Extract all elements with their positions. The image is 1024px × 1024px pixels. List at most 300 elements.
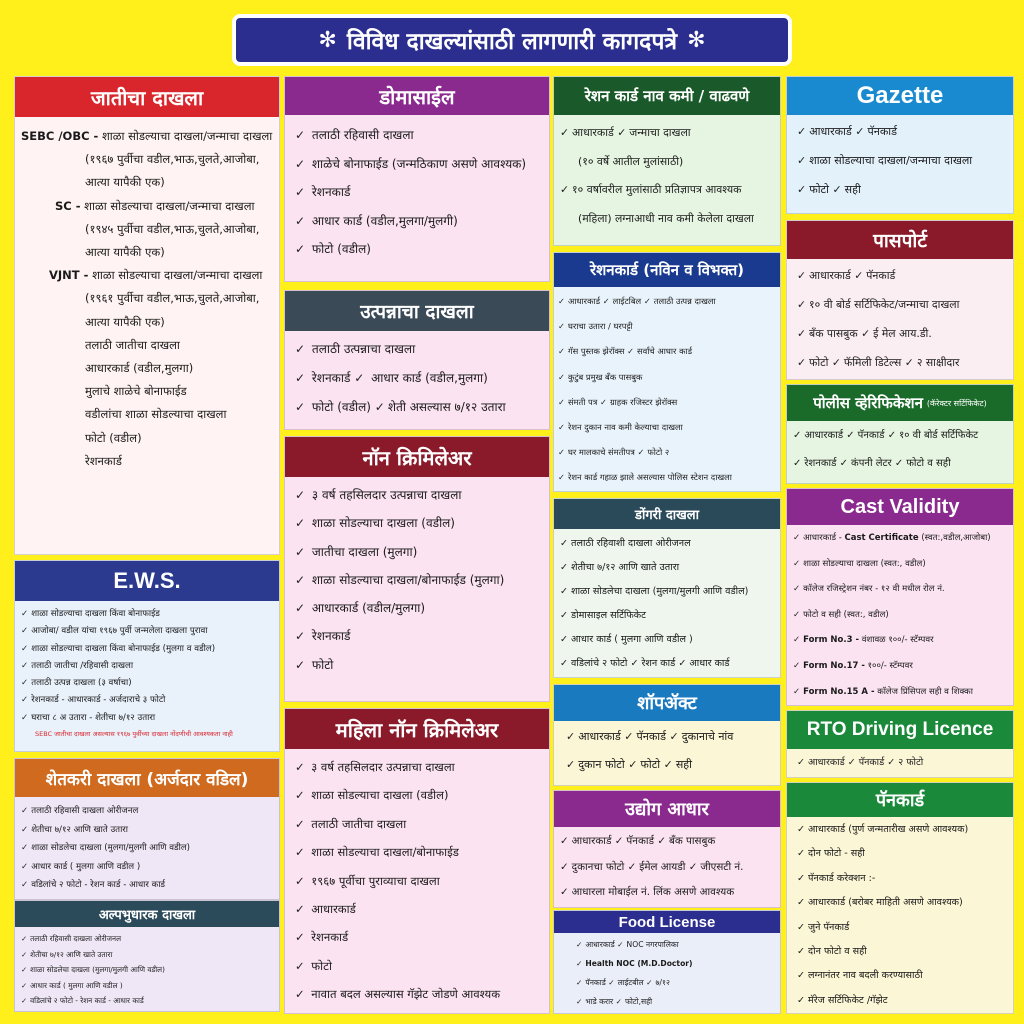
list-item: कॉलेज प्रिंसिपल सही व शिक्का — [877, 686, 973, 697]
list-item: Health NOC (M.D.Doctor) — [585, 959, 693, 968]
list-item: पॅनकार्ड — [585, 978, 606, 987]
list-item: शाळेचे बोनाफाईड (जन्मठिकाण असणे आवश्यक) — [311, 156, 527, 171]
list-item: तलाठी रहिवाशी दाखला ओरीजनल — [571, 538, 691, 549]
list-item: आधारला मोबाईल नं. लिंक असणे आवश्यक — [571, 886, 735, 898]
check-icon: ✓ — [295, 601, 306, 616]
ews-card — [14, 560, 280, 752]
list-item: जन्माचा दाखला — [629, 126, 691, 139]
check-icon: ✓ — [560, 886, 569, 898]
check-icon: ✓ — [797, 897, 806, 909]
check-icon: ✓ — [558, 422, 565, 433]
ews-note: SEBC जातीचा दाखला असल्यास १९६७ पुर्वीच्या दाखला नोंदणीची आवश्यकता नाही — [35, 730, 233, 739]
check-icon: ✓ — [560, 538, 569, 549]
list-item: लग्नानंतर नाव बदली करण्यासाठी — [808, 970, 923, 982]
check-icon: ✓ — [21, 980, 28, 990]
check-icon: ✓ — [295, 400, 306, 414]
list-item: तलाठी रहिवासी दाखला ओरीजनल — [31, 806, 139, 816]
list-item: आधारकार्ड — [578, 730, 621, 743]
check-icon: ✓ — [793, 558, 801, 569]
list-item: पॅनकार्ड — [636, 730, 667, 743]
check-icon: ✓ — [839, 458, 849, 469]
list-item: फोटो — [640, 758, 661, 771]
check-icon: ✓ — [637, 447, 645, 458]
card-title: शेतकरी दाखला (अर्जदार वडिल) — [15, 759, 279, 797]
list-item: शेतीचा ७/१२ आणि खाते उतारा — [30, 949, 113, 959]
check-icon: ✓ — [887, 430, 897, 441]
check-icon: ✓ — [797, 848, 806, 860]
check-icon: ✓ — [566, 730, 576, 743]
card-title: पासपोर्ट — [787, 221, 1013, 259]
card-title: महिला नॉन क्रिमिलेअर — [285, 709, 549, 749]
text-line: (१९६१ पुर्वीचा वडील,भाऊ,चुलते,आजोबा, — [85, 291, 260, 306]
list-item: तलाठी उत्पन्न दाखला (३ वर्षाचा) — [31, 678, 132, 689]
check-icon: ✓ — [295, 128, 306, 142]
card-subtitle: (कॅरेक्टर सर्टिफिकेट) — [926, 398, 987, 408]
list-item: जीएसटी नं. — [700, 860, 744, 873]
check-icon: ✓ — [295, 845, 305, 860]
check-icon: ✓ — [295, 873, 305, 888]
check-icon: ✓ — [21, 965, 28, 975]
check-icon: ✓ — [602, 296, 610, 306]
check-icon: ✓ — [797, 356, 807, 369]
check-icon: ✓ — [558, 396, 565, 407]
check-icon: ✓ — [627, 346, 635, 357]
list-item: रेशनकार्ड — [311, 930, 349, 945]
list-item: १० वी बोर्ड सर्टिफिकेट/जन्माचा दाखला — [809, 298, 960, 311]
check-icon: ✓ — [560, 860, 569, 873]
sc-label: SC - — [55, 198, 81, 213]
list-item: घर मालकाचे संमतीपत्र — [567, 447, 635, 458]
list-item: लाईटबिल — [612, 296, 642, 306]
check-icon: ✓ — [608, 978, 615, 987]
card-title: Food License — [554, 911, 780, 933]
check-icon: ✓ — [295, 816, 305, 831]
women-non-creamy-layer-card — [284, 708, 550, 1014]
check-icon: ✓ — [560, 835, 569, 847]
check-icon: ✓ — [295, 213, 306, 228]
list-item: ईमेल आयडी — [639, 860, 686, 873]
text-line: शाळा सोडल्याचा दाखला/जन्माचा दाखला — [92, 268, 263, 283]
check-icon: ✓ — [295, 958, 305, 973]
rto-driving-licence-card — [786, 710, 1014, 778]
list-item: लाईटबील — [617, 978, 644, 987]
ration-card-name-change-card — [553, 76, 781, 246]
list-item: आधारकार्ड — [803, 533, 836, 543]
list-item: फोटो — [809, 183, 829, 196]
card-title: E.W.S. — [15, 561, 279, 601]
list-item: फोटो,सही — [624, 997, 653, 1006]
list-item: कॉलेज रजिस्ट्रेशन नंबर - १२ वी मधील रोल नं. — [803, 584, 945, 595]
list-item: दुकानाचे नांव — [681, 730, 734, 743]
check-icon: ✓ — [21, 609, 29, 619]
list-item: आधारकार्ड — [809, 125, 852, 138]
list-item: भाडे करार — [585, 997, 614, 1006]
list-item: शाळा सोडल्याचा दाखला किंवा बोनाफाईड (मुलगा व वडील) — [31, 643, 216, 654]
card-title: उत्पन्नाचा दाखला — [285, 291, 549, 331]
list-item: दुकानचा फोटो — [571, 860, 625, 873]
list-item: पॅनकार्ड — [626, 835, 655, 847]
check-icon: ✓ — [295, 342, 306, 356]
check-icon: ✓ — [295, 902, 305, 917]
check-icon: ✓ — [797, 183, 807, 196]
check-icon: ✓ — [21, 678, 29, 689]
list-item: १९६७ पूर्वीचा पुराव्याचा दाखला — [311, 873, 440, 888]
text-line: (१० वर्षे आतील मुलांसाठी) — [578, 154, 684, 168]
list-item: वडिलांचे २ फोटो - रेशन कार्ड - आधार कार्ड — [31, 880, 166, 890]
text-line: शाळा सोडल्याचा दाखला/जन्माचा दाखला — [84, 198, 255, 213]
list-item: आधार कार्ड ( मुलगा आणि वडील ) — [30, 980, 123, 990]
check-icon: ✓ — [576, 940, 583, 949]
sebc-obc-label: SEBC /OBC - — [21, 129, 99, 143]
list-item: बँक पासबुक — [809, 327, 858, 340]
check-icon: ✓ — [646, 978, 653, 987]
check-icon: ✓ — [560, 126, 570, 139]
list-item: ३ वर्ष तहसिलदार उत्पन्नाचा दाखला — [311, 760, 455, 774]
check-icon: ✓ — [797, 970, 806, 982]
check-icon: ✓ — [295, 629, 306, 644]
list-item: पॅनकार्ड करेक्शन :- — [808, 872, 876, 884]
list-item: तलाठी जातीचा दाखला — [311, 816, 407, 831]
list-item: फोटो व सही — [906, 458, 951, 469]
list-item: फॅमिली डिटेल्स — [843, 356, 902, 369]
list-item: मुलाचे शाळेचे बोनाफाईड — [85, 384, 187, 399]
text-line: शाळा सोडल्याचा दाखला/जन्माचा दाखला — [101, 129, 273, 143]
list-item: आधारकार्ड — [571, 835, 612, 847]
list-item: आधारकार्ड (बरोबर माहिती असणे आवश्यक) — [808, 897, 963, 909]
check-icon: ✓ — [558, 296, 565, 306]
check-icon: ✓ — [558, 447, 565, 458]
check-icon: ✓ — [558, 472, 565, 483]
check-icon: ✓ — [295, 657, 306, 672]
list-item: पॅनकार्ड — [867, 125, 898, 138]
check-icon: ✓ — [663, 758, 673, 771]
list-item: आधार कार्ड ( मुलगा आणि वडील ) — [31, 861, 141, 872]
check-icon: ✓ — [558, 346, 565, 357]
check-icon: ✓ — [643, 296, 651, 306]
text-line: आत्या यापैकी एक) — [85, 245, 165, 260]
list-item: शाळा सोडलेचा दाखला (मुलगा/मुलगी आणि वडील) — [571, 586, 749, 597]
check-icon: ✓ — [793, 635, 801, 646]
list-item: रेशनकार्ड — [311, 185, 351, 199]
list-item: आधारकार्ड (पुर्ण जन्मतारीख असणे आवश्यक) — [808, 824, 969, 835]
list-item: आधार कार्ड — [689, 658, 730, 669]
list-item: दुकान फोटो — [578, 758, 625, 771]
check-icon: ✓ — [560, 586, 569, 597]
check-icon: ✓ — [797, 125, 807, 138]
check-icon: ✓ — [797, 269, 807, 282]
check-icon: ✓ — [793, 533, 801, 543]
list-item: सही — [844, 183, 861, 196]
list-item: वंशावळ १००/- स्टॅम्पवर — [861, 635, 934, 646]
card-title: शॉपॲक्ट — [554, 685, 780, 721]
list-item: तलाठी जातीचा /रहिवासी दाखला — [31, 660, 134, 671]
list-item: कुटुंब प्रमुख बँक पासबुक — [567, 371, 643, 382]
card-title: डोंगरी दाखला — [554, 499, 780, 529]
list-item: आजोबा/ वडील यांचा १९६७ पुर्वी जन्मलेला दाखला पुरावा — [31, 626, 208, 637]
check-icon: ✓ — [617, 126, 627, 139]
check-icon: ✓ — [566, 758, 576, 771]
list-item: शाळा सोडल्याचा दाखला/जन्माचा दाखला — [809, 154, 973, 167]
list-item: Cast Certificate — [844, 533, 919, 543]
list-item: १० वी बोर्ड सर्टिफिकेट — [899, 430, 979, 441]
text-line: आत्या यापैकी एक) — [85, 314, 165, 329]
page-title: विविध दाखल्यांसाठी लागणारी कागदपत्रे — [346, 29, 678, 55]
check-icon: ✓ — [887, 757, 896, 768]
card-title: नॉन क्रिमिलेअर — [285, 437, 549, 477]
check-icon: ✓ — [688, 860, 698, 873]
list-item: वडिलांचे २ फोटो — [571, 658, 628, 669]
card-title: पोलीस व्हेरिफिकेशन — [813, 394, 923, 412]
check-icon: ✓ — [21, 695, 29, 706]
list-item: फोटो (वडील) — [85, 430, 142, 445]
check-icon: ✓ — [678, 658, 687, 669]
list-item: २ फोटो — [898, 757, 924, 768]
list-item: रेशन कार्ड गहाळ झाले असल्यास पोलिस स्टेशन दाखला — [567, 472, 732, 483]
check-icon: ✓ — [894, 458, 904, 469]
list-item: आधारकार्ड — [809, 269, 851, 282]
list-item: ग्राहक रजिस्टर झेरॉक्स — [609, 396, 678, 407]
check-icon: ✓ — [627, 860, 637, 873]
check-icon: ✓ — [21, 934, 28, 943]
check-icon: ✓ — [854, 269, 864, 282]
list-item: Form No.3 - — [803, 635, 860, 646]
check-icon: ✓ — [295, 544, 306, 559]
list-item: NOC नगरपालिका — [626, 940, 679, 949]
list-item: २ साक्षीदार — [916, 356, 960, 369]
list-item: रेशनकार्ड — [311, 371, 351, 385]
list-item: आधारकार्ड — [807, 757, 845, 768]
list-item: फोटो — [311, 958, 332, 973]
list-item: पॅनकार्ड — [866, 269, 896, 282]
check-icon: ✓ — [797, 757, 805, 768]
check-icon: ✓ — [793, 584, 801, 595]
check-icon: ✓ — [560, 183, 570, 196]
card-title: उद्योग आधार — [554, 791, 780, 827]
list-item: आधारकार्ड — [572, 126, 614, 139]
small-landholder-card — [14, 900, 280, 1012]
star-icon: ✻ — [687, 27, 706, 53]
shop-act-card — [553, 684, 781, 786]
domicile-card — [284, 76, 550, 282]
list-item: फोटो — [809, 356, 829, 369]
list-item: फोटो — [311, 657, 334, 672]
check-icon: ✓ — [558, 321, 565, 332]
passport-card — [786, 220, 1014, 380]
list-item: Form No.15 A - — [803, 686, 875, 697]
check-icon: ✓ — [861, 327, 871, 340]
check-icon: ✓ — [855, 125, 865, 138]
list-item: रेशनकार्ड — [804, 458, 837, 469]
list-item: आधारकार्ड (वडील/मुलगा) — [311, 601, 426, 616]
list-item: पॅनकार्ड — [857, 430, 885, 441]
check-icon: ✓ — [628, 758, 638, 771]
list-item: वडिलांचे २ फोटो - रेशन कार्ड - आधार कार्ड — [30, 996, 144, 1006]
check-icon: ✓ — [354, 371, 365, 385]
list-item: गॅस पुस्तक झेरॉक्स — [567, 346, 625, 357]
check-icon: ✓ — [797, 946, 806, 958]
text-line: (महिला) लग्नाआधी नाव कमी केलेला दाखला — [578, 211, 754, 225]
udyog-aadhar-card — [553, 790, 781, 908]
list-item: आधारकार्ड — [567, 296, 601, 306]
check-icon: ✓ — [558, 371, 565, 382]
farmer-certificate-card — [14, 758, 280, 900]
check-icon: ✓ — [831, 356, 841, 369]
list-item: रेशन कार्ड — [641, 658, 676, 669]
hill-area-certificate-card — [553, 498, 781, 678]
check-icon: ✓ — [615, 997, 622, 1006]
check-icon: ✓ — [295, 185, 306, 199]
check-icon: ✓ — [617, 940, 624, 949]
check-icon: ✓ — [21, 861, 29, 872]
list-item: ३ वर्ष तहसिलदार उत्पन्नाचा दाखला — [311, 488, 462, 502]
list-item: १००/- स्टॅम्पवर — [867, 660, 913, 671]
list-item: ७/१२ — [655, 978, 670, 987]
list-item: फोटो २ — [647, 447, 670, 458]
card-title: Cast Validity — [787, 489, 1013, 525]
check-icon: ✓ — [21, 880, 29, 890]
list-item: जुने पॅनकार्ड — [808, 921, 850, 933]
card-title: पॅनकार्ड — [787, 783, 1013, 817]
police-verification-card — [786, 384, 1014, 484]
check-icon: ✓ — [295, 760, 305, 774]
list-item: आधारकार्ड — [804, 430, 844, 441]
list-item: Form No.17 - — [803, 660, 865, 671]
list-item: तलाठी रहिवासी दाखला — [311, 128, 414, 142]
list-item: आधारकार्ड — [585, 940, 615, 949]
list-item: शाळा सोडल्याचा दाखला (वडील) — [311, 516, 455, 531]
check-icon: ✓ — [295, 572, 306, 587]
vjnt-label: VJNT - — [49, 268, 89, 283]
list-item: डोमासाइल सर्टिफिकेट — [571, 610, 647, 621]
check-icon: ✓ — [21, 712, 29, 723]
check-icon: ✓ — [295, 516, 306, 531]
list-item: तलाठी जातीचा दाखला — [85, 337, 180, 352]
check-icon: ✓ — [21, 949, 28, 959]
list-item: आधार कार्ड ( मुलगा आणि वडील ) — [571, 634, 693, 645]
check-icon: ✓ — [793, 430, 802, 441]
check-icon: ✓ — [295, 987, 305, 1002]
list-item: कंपनी लेटर — [851, 458, 892, 469]
list-item: शाळा सोडल्याचा दाखला/बोनाफाईड (मुलगा) — [311, 572, 505, 587]
check-icon: ✓ — [793, 686, 801, 697]
list-item: तलाठी रहिवासी दाखला ओरीजनल — [30, 934, 122, 943]
check-icon: ✓ — [560, 562, 569, 573]
list-item: फोटो व सही (स्वत:, वडील) — [803, 609, 889, 620]
ration-card-new-card — [553, 252, 781, 492]
check-icon: ✓ — [560, 610, 569, 621]
gazette-card — [786, 76, 1014, 214]
list-item: शेतीचा ७/१२ आणि खाते उतारा — [571, 562, 680, 573]
check-icon: ✓ — [21, 806, 29, 816]
list-item: ई मेल आय.डी. — [873, 327, 932, 340]
check-icon: ✓ — [374, 400, 385, 414]
non-creamy-layer-card — [284, 436, 550, 702]
check-icon: ✓ — [797, 921, 806, 933]
check-icon: ✓ — [797, 872, 806, 884]
card-title: जातीचा दाखला — [15, 77, 279, 117]
list-item: सर्वांचे आधार कार्ड — [637, 346, 693, 357]
list-item: शेती असल्यास ७/१२ उतारा — [387, 400, 506, 414]
check-icon: ✓ — [793, 458, 802, 469]
list-item: शाळा सोडल्याचा दाखला (स्वत:, वडील) — [803, 558, 926, 569]
check-icon: ✓ — [797, 327, 807, 340]
caste-validity-card: Cast Validity ✓ आधारकार्ड - Cast Certificate (स्वत:,वडील,आजोबा) ✓ शाळा सोडल्याचा दाखला (स्वत:, वडील) ✓ कॉलेज रजिस्ट्रेशन नंबर - १२ वी मधील रोल नं. ✓ फोटो व सही (स्वत:, वडील) ✓ Form No.3 - वंशावळ १००/- स्टॅम्पवर ✓ Form No.17 - १००/- स्टॅम्पवर ✓ Form No.15 A - कॉलेज प्रिंसिपल सही व शिक्का — [786, 488, 1014, 706]
check-icon: ✓ — [797, 994, 806, 1006]
list-item: फोटो (वडील) — [311, 400, 371, 414]
check-icon: ✓ — [793, 660, 801, 671]
check-icon: ✓ — [21, 996, 28, 1006]
check-icon: ✓ — [295, 156, 306, 171]
page-title-banner — [232, 14, 792, 66]
check-icon: ✓ — [21, 824, 29, 835]
list-item: (स्वत:,वडील,आजोबा) — [921, 533, 991, 543]
card-title: RTO Driving Licence — [787, 711, 1013, 749]
list-item: आधारकार्ड — [311, 902, 356, 917]
check-icon: ✓ — [846, 430, 855, 441]
list-item: जातीचा दाखला (मुलगा) — [311, 544, 418, 559]
check-icon: ✓ — [669, 730, 679, 743]
list-item: संमती पत्र — [567, 396, 598, 407]
list-item: मॅरेज सर्टिफिकेट /गॅझेट — [808, 994, 888, 1006]
list-item: नावात बदल असल्यास गॅझेट जोडणे आवश्यक — [311, 987, 501, 1002]
check-icon: ✓ — [614, 835, 624, 847]
check-icon: ✓ — [797, 298, 807, 311]
list-item: पॅनकार्ड — [858, 757, 885, 768]
list-item: आधार कार्ड (वडील,मुलगा/मुलगी) — [311, 213, 458, 228]
list-item: शाळा सोडलेचा दाखला (मुलगा/मुलगी आणि वडील) — [30, 965, 165, 975]
check-icon: ✓ — [21, 843, 29, 853]
check-icon: ✓ — [576, 959, 583, 968]
card-title: Gazette — [787, 77, 1013, 115]
list-item: तलाठी उत्पन्न दाखला — [653, 296, 716, 306]
list-item: रेशनकार्ड — [85, 453, 122, 468]
list-item: शाळा सोडलेचा दाखला (मुलगा/मुलगी आणि वडील) — [31, 843, 191, 853]
check-icon: ✓ — [21, 626, 29, 637]
list-item: फोटो (वडील) — [311, 242, 371, 256]
list-item: आधार कार्ड (वडील,मुलगा) — [371, 371, 488, 385]
list-item: सही — [675, 758, 692, 771]
list-item: दोन फोटो व सही — [808, 946, 867, 958]
check-icon: ✓ — [797, 154, 807, 167]
list-item: तलाठी उत्पन्नाचा दाखला — [311, 342, 416, 356]
text-line: (१९४५ पुर्वीचा वडील,भाऊ,चुलते,आजोबा, — [85, 221, 260, 236]
check-icon: ✓ — [295, 930, 305, 945]
text-line: आत्या यापैकी एक) — [85, 175, 165, 190]
list-item: आधारकार्ड (वडील,मुलगा) — [85, 361, 194, 376]
list-item: रेशन दुकान नाव कमी केल्याचा दाखला — [567, 422, 683, 433]
card-title: रेशन कार्ड नाव कमी / वाढवणे — [554, 77, 780, 115]
list-item: रेशनकार्ड — [311, 629, 351, 644]
check-icon: ✓ — [295, 371, 306, 385]
list-item: दोन फोटो - सही — [808, 848, 865, 860]
check-icon: ✓ — [630, 658, 639, 669]
check-icon: ✓ — [576, 978, 583, 987]
card-title: अल्पभुधारक दाखला — [15, 901, 279, 927]
check-icon: ✓ — [21, 660, 29, 671]
card-title-row — [787, 385, 1013, 421]
check-icon: ✓ — [904, 356, 914, 369]
caste-certificate-card — [14, 76, 280, 555]
list-item: शाळा सोडल्याचा दाखला किंवा बोनाफाईड — [31, 609, 160, 619]
list-item: शाळा सोडल्याचा दाखला/बोनाफाईड — [311, 845, 459, 860]
card-title: डोमासाईल — [285, 77, 549, 115]
food-license-card — [553, 910, 781, 1014]
list-item: घराचा उतारा / घरपट्टी — [567, 321, 633, 332]
check-icon: ✓ — [295, 242, 306, 256]
check-icon: ✓ — [797, 824, 806, 835]
check-icon: ✓ — [21, 643, 29, 654]
check-icon: ✓ — [295, 788, 305, 803]
